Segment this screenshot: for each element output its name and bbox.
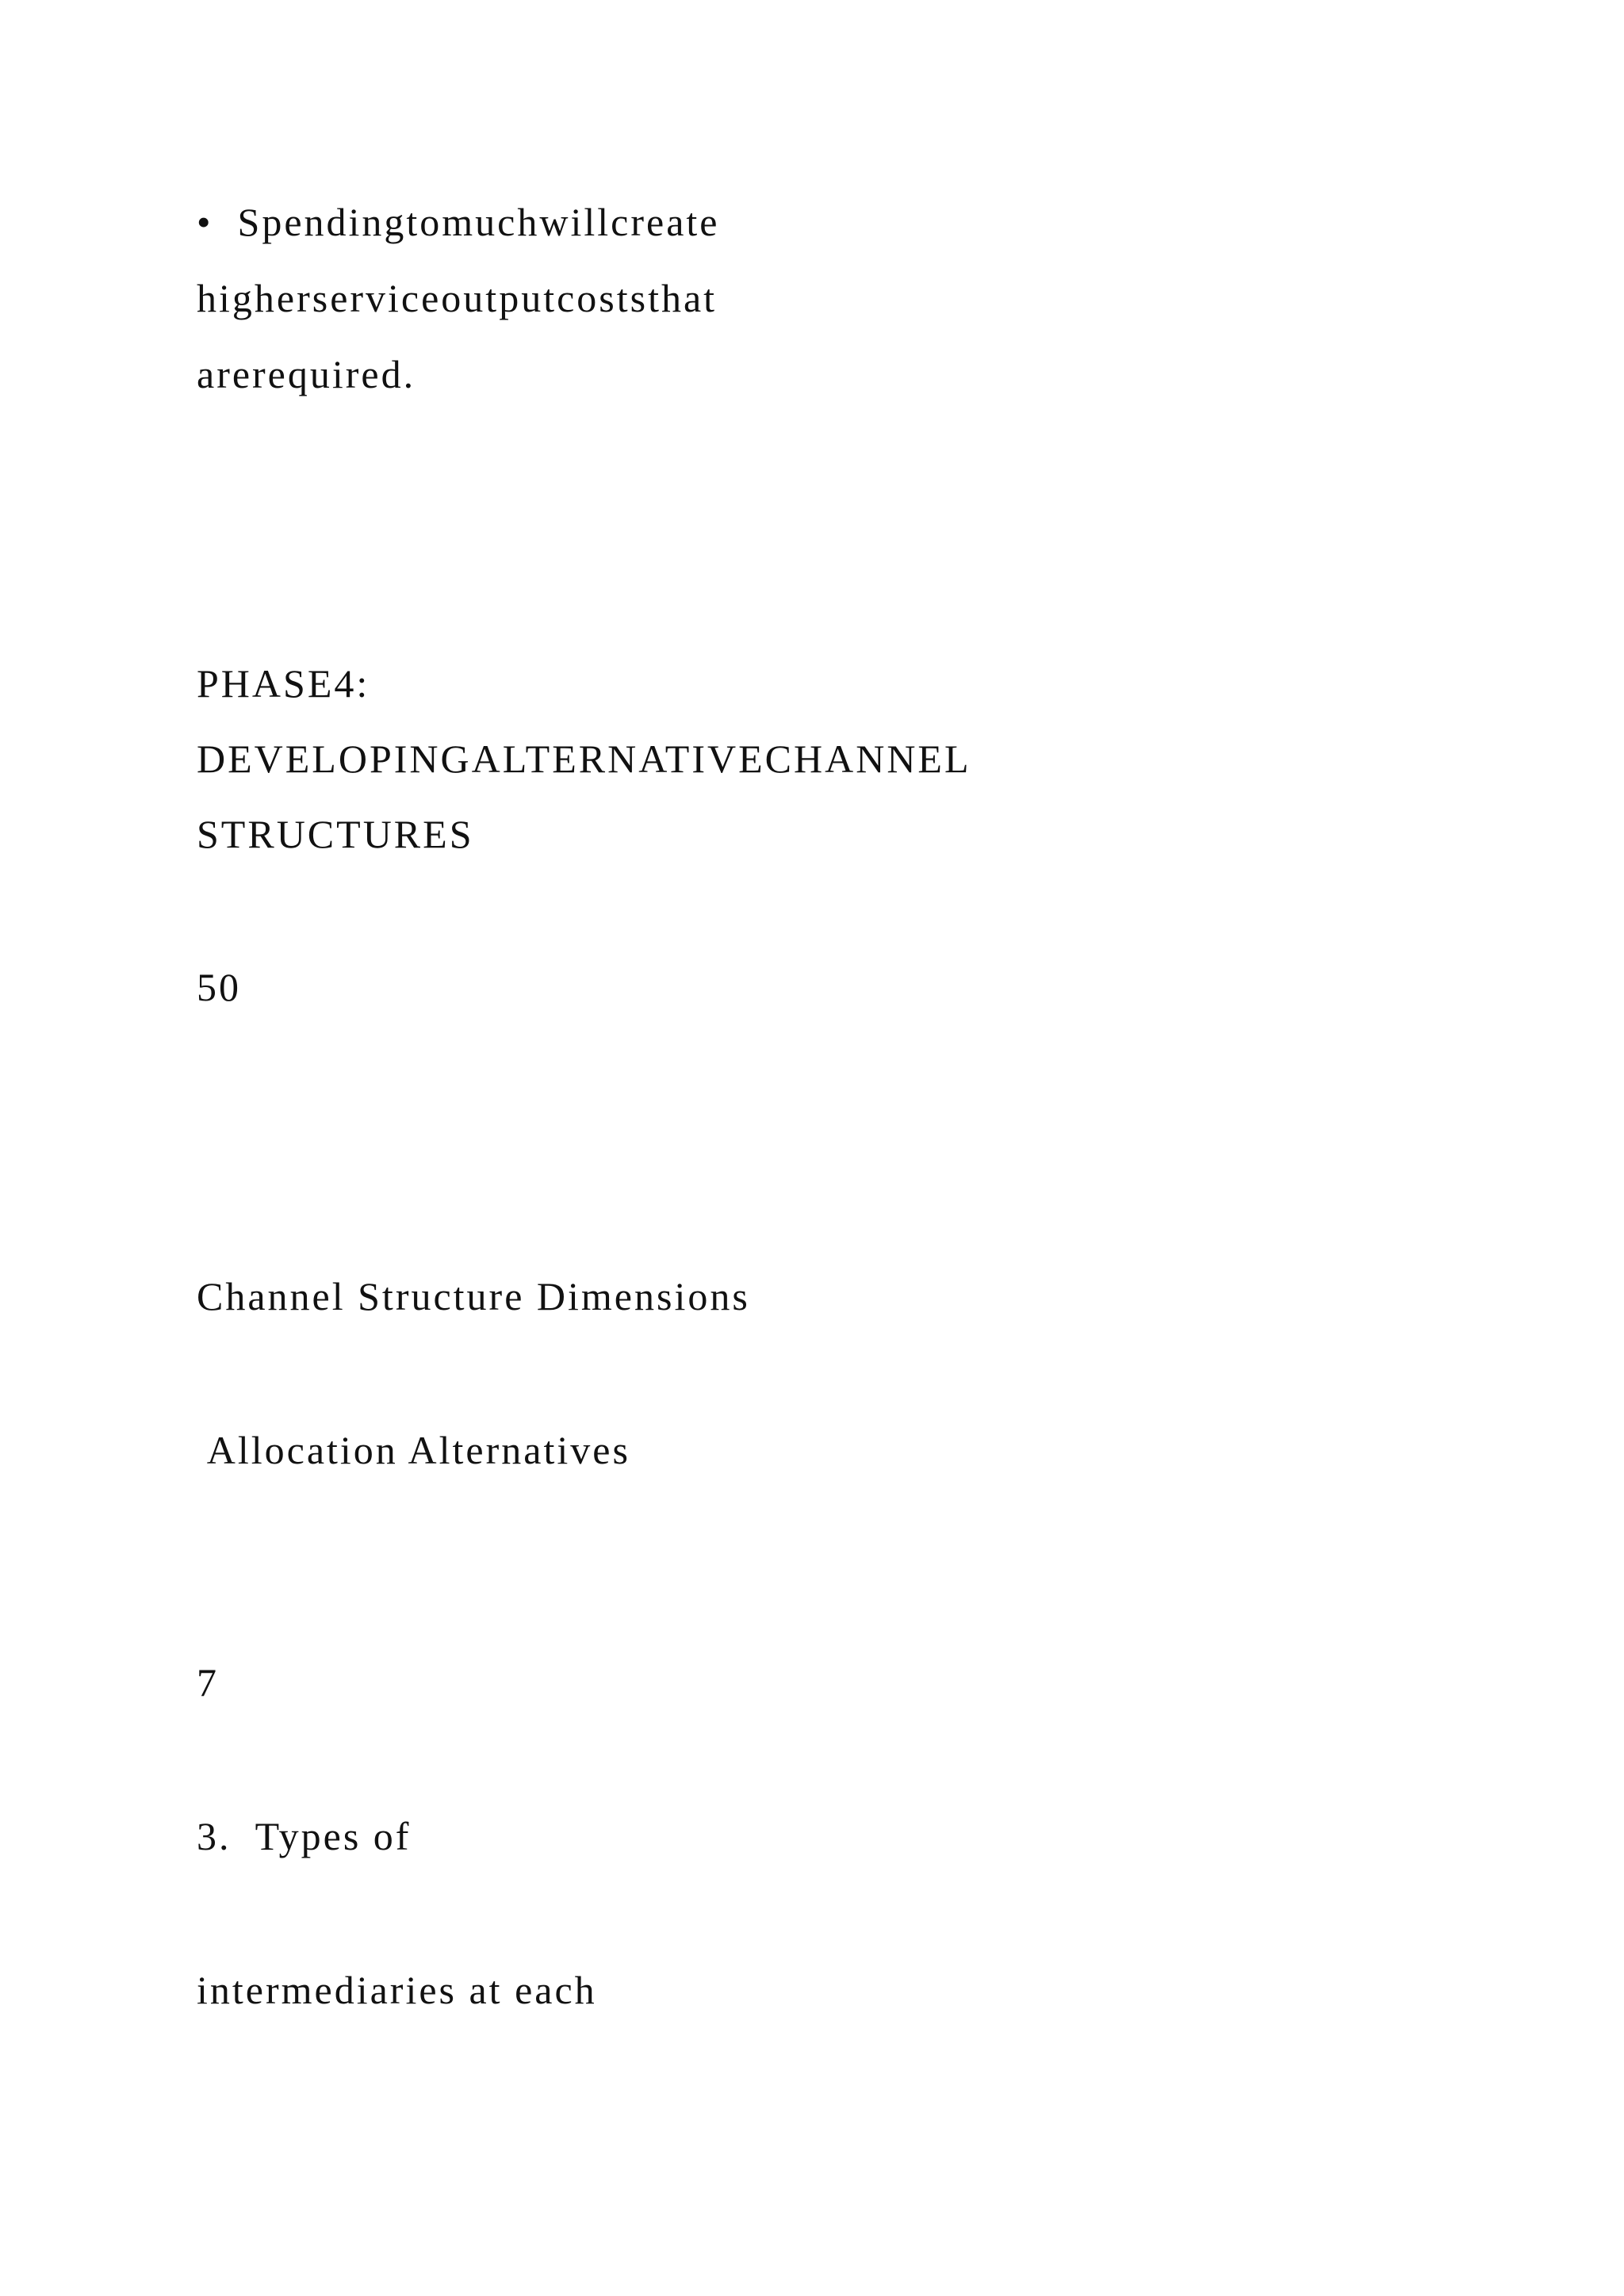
slide-number: 50 — [197, 965, 241, 1009]
bullet-text-line-2: higherserviceoutputcoststhat — [197, 276, 718, 320]
bullet-text-line-3: arerequired. — [197, 352, 416, 396]
phase-heading-line-3: STRUCTURES — [197, 812, 474, 856]
slide-number: 7 — [197, 1660, 219, 1705]
section-title: Channel Structure Dimensions — [197, 1274, 750, 1318]
list-item-text-line-2: intermediaries at each — [197, 1968, 597, 2012]
phase-heading-line-2: DEVELOPINGALTERNATIVECHANNEL — [197, 737, 971, 781]
subsection-title: Allocation Alternatives — [197, 1428, 630, 1472]
phase-heading-line-1: PHASE4: — [197, 661, 370, 706]
bullet-text-line-1: • Spendingtomuchwillcreate — [197, 200, 720, 244]
list-item-text-line-1: 3. Types of — [197, 1814, 412, 1858]
